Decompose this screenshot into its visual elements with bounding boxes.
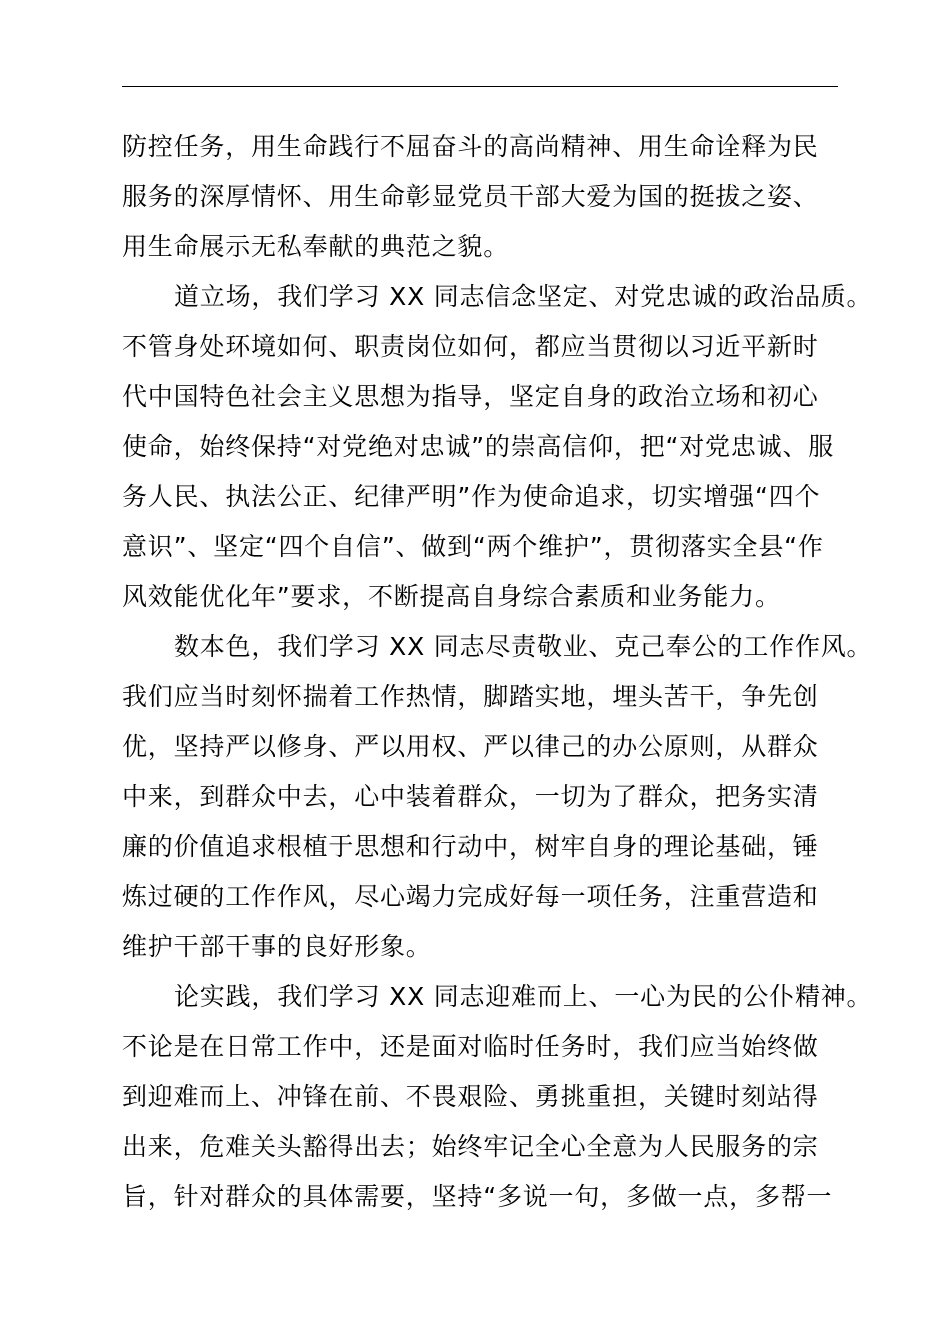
paragraph-4-line-5: 旨，针对群众的具体需要，坚持“多说一句，多做一点，多帮一 bbox=[122, 1182, 833, 1211]
paragraph-3-line-4: 中来，到群众中去，心中装着群众，一切为了群众，把务实清 bbox=[122, 782, 819, 811]
header-rule bbox=[122, 86, 838, 87]
paragraph-2-line-1: 道立场，我们学习 XX 同志信念坚定、对党忠诚的政治品质。 bbox=[174, 282, 873, 311]
paragraph-2-line-6: 意识”、坚定“四个自信”、做到“两个维护”，贯彻落实全县“作 bbox=[122, 532, 824, 561]
paragraph-4-line-1: 论实践，我们学习 XX 同志迎难而上、一心为民的公仆精神。 bbox=[174, 982, 873, 1011]
paragraph-2-line-2: 不管身处环境如何、职责岗位如何，都应当贯彻以习近平新时 bbox=[122, 332, 819, 361]
paragraph-3-line-6: 炼过硬的工作作风，尽心竭力完成好每一项任务，注重营造和 bbox=[122, 882, 819, 911]
paragraph-3-line-2: 我们应当时刻怀揣着工作热情，脚踏实地，埋头苦干，争先创 bbox=[122, 682, 819, 711]
paragraph-3-line-5: 廉的价值追求根植于思想和行动中，树牢自身的理论基础，锤 bbox=[122, 832, 819, 861]
paragraph-4-line-3: 到迎难而上、冲锋在前、不畏艰险、勇挑重担，关键时刻站得 bbox=[122, 1082, 819, 1111]
paragraph-2-line-5: 务人民、执法公正、纪律严明”作为使命追求，切实增强“四个 bbox=[122, 482, 821, 511]
paragraph-4-line-4: 出来，危难关头豁得出去；始终牢记全心全意为人民服务的宗 bbox=[122, 1132, 819, 1161]
paragraph-3-line-7: 维护干部干事的良好形象。 bbox=[122, 932, 432, 961]
paragraph-1-line-2: 服务的深厚情怀、用生命彰显党员干部大爱为国的挺拔之姿、 bbox=[122, 182, 819, 211]
paragraph-2-line-4: 使命，始终保持“对党绝对忠诚”的崇高信仰，把“对党忠诚、服 bbox=[122, 432, 835, 461]
paragraph-3-line-1: 数本色，我们学习 XX 同志尽责敬业、克己奉公的工作作风。 bbox=[174, 632, 873, 661]
body-text bbox=[122, 122, 873, 1222]
paragraph-1-line-1: 防控任务，用生命践行不屈奋斗的高尚精神、用生命诠释为民 bbox=[122, 132, 819, 161]
paragraph-1-line-3: 用生命展示无私奉献的典范之貌。 bbox=[122, 232, 510, 261]
paragraph-2-line-7: 风效能优化年”要求，不断提高自身综合素质和业务能力。 bbox=[122, 582, 781, 611]
paragraph-4-line-2: 不论是在日常工作中，还是面对临时任务时，我们应当始终做 bbox=[122, 1032, 819, 1061]
paragraph-3-line-3: 优，坚持严以修身、严以用权、严以律己的办公原则，从群众 bbox=[122, 732, 819, 761]
paragraph-2-line-3: 代中国特色社会主义思想为指导，坚定自身的政治立场和初心 bbox=[122, 382, 819, 411]
